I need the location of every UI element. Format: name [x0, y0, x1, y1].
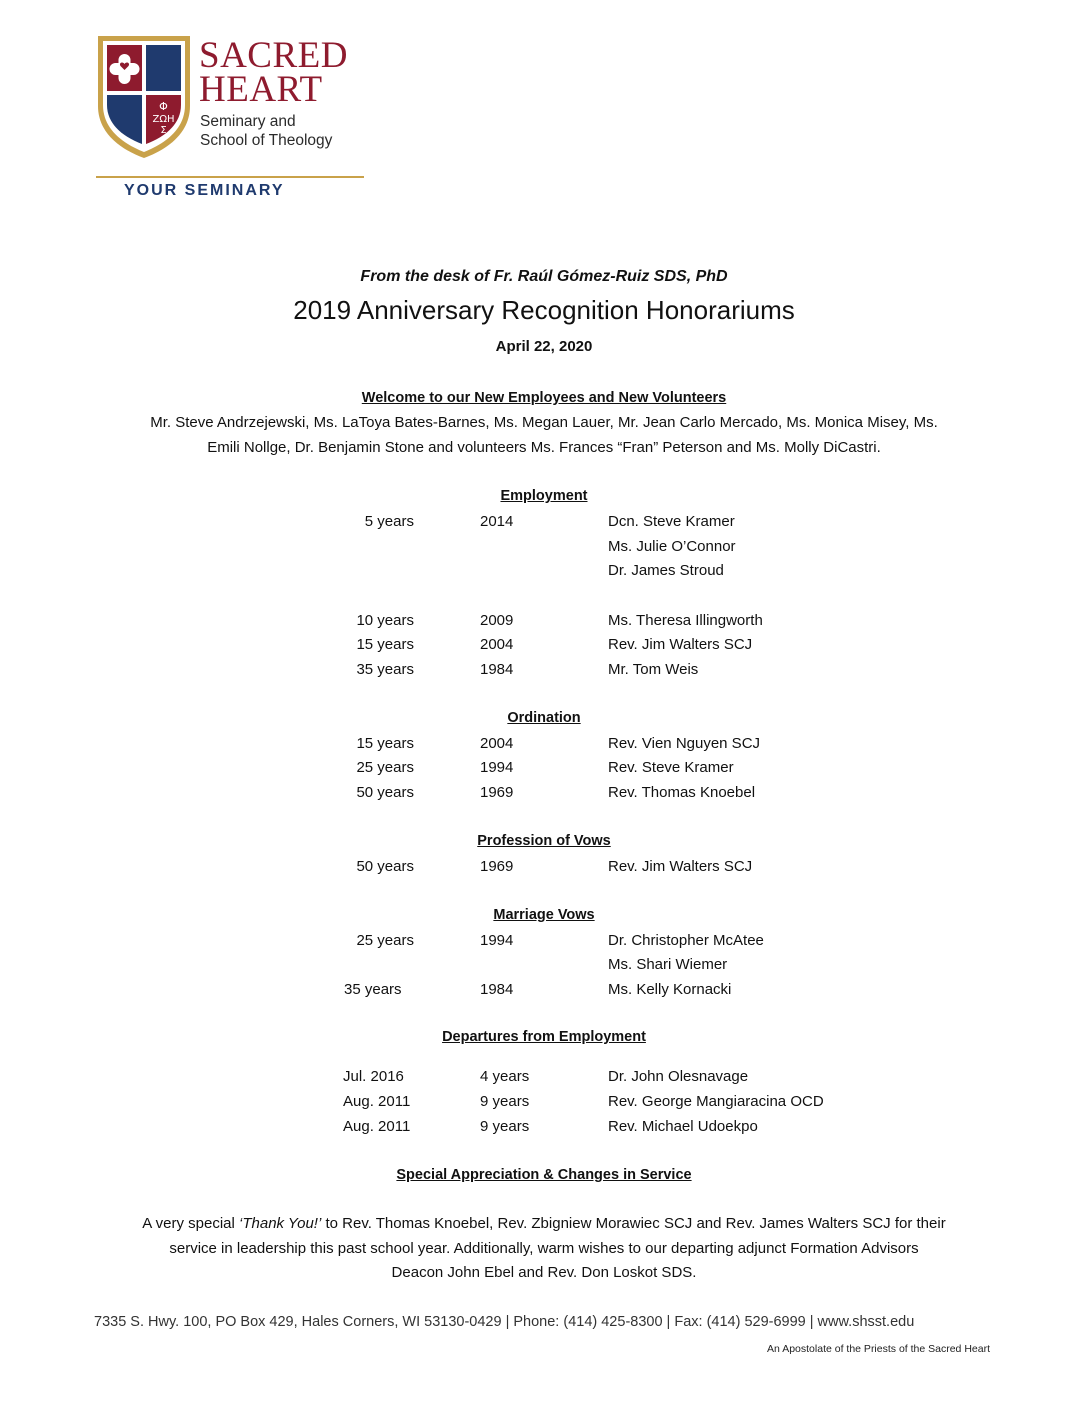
name-cell: Dr. James Stroud — [608, 562, 724, 579]
svg-text:Σ: Σ — [160, 125, 167, 136]
name-cell: Ms. Julie O’Connor — [608, 538, 736, 555]
from-line: From the desk of Fr. Raúl Gómez-Ruiz SDS, PhD — [360, 268, 728, 285]
logo-divider — [96, 176, 364, 178]
logo-tagline: YOUR SEMINARY — [124, 182, 285, 199]
name-cell: Rev. Vien Nguyen SCJ — [608, 735, 761, 752]
date-cell: Aug. 2011 — [343, 1093, 411, 1110]
marriage-heading: Marriage Vows — [493, 907, 595, 923]
special-line-3: Deacon John Ebel and Rev. Don Loskot SDS. — [391, 1264, 697, 1281]
year-cell: 2004 — [480, 735, 514, 752]
welcome-paragraph — [90, 411, 998, 460]
footer-address: 7335 S. Hwy. 100, PO Box 429, Hales Corners, WI 53130-0429 | Phone: (414) 425-8300 | Fax: (414) 529-6999 | www.shsst.edu — [94, 1314, 915, 1330]
page-title: 2019 Anniversary Recognition Honorariums — [293, 295, 795, 325]
year-cell: 2004 — [480, 636, 514, 653]
seminary-logo — [96, 34, 366, 204]
years-cell: 10 years — [356, 612, 414, 629]
year-cell: 1994 — [480, 932, 514, 949]
name-cell: Dr. John Olesnavage — [608, 1068, 749, 1085]
years-cell: 4 years — [480, 1068, 530, 1085]
years-cell: 25 years — [356, 759, 414, 776]
footer-apostolate: An Apostolate of the Priests of the Sacred Heart — [767, 1343, 990, 1355]
year-cell: 1994 — [480, 759, 514, 776]
special-paragraph — [90, 1212, 998, 1286]
name-cell: Ms. Shari Wiemer — [608, 956, 728, 973]
name-cell: Dcn. Steve Kramer — [608, 513, 735, 530]
years-cell: 15 years — [356, 735, 414, 752]
vows-heading: Profession of Vows — [477, 833, 611, 849]
special-line-1-post: to Rev. Thomas Knoebel, Rev. Zbigniew Morawiec SCJ and Rev. James Walters SCJ for their — [321, 1215, 946, 1232]
years-cell: 9 years — [480, 1118, 530, 1135]
logo-subtitle-line1: Seminary and — [200, 113, 296, 130]
thank-you-emphasis: ‘Thank You!’ — [239, 1215, 322, 1232]
year-cell: 1969 — [480, 784, 514, 801]
logo-word-sacred: SACRED — [199, 35, 348, 76]
logo-word-heart: HEART — [199, 69, 323, 110]
year-cell: 2014 — [480, 513, 514, 530]
date-cell: Jul. 2016 — [343, 1068, 404, 1085]
years-cell: 35 years — [356, 661, 414, 678]
years-cell: 50 years — [356, 784, 414, 801]
name-cell: Rev. Jim Walters SCJ — [608, 858, 753, 875]
years-cell: 50 years — [356, 858, 414, 875]
name-cell: Rev. Steve Kramer — [608, 759, 734, 776]
name-cell: Ms. Theresa Illingworth — [608, 612, 763, 629]
special-line-1-pre: A very special — [142, 1215, 240, 1232]
name-cell: Ms. Kelly Kornacki — [608, 981, 732, 998]
document-date: April 22, 2020 — [495, 338, 593, 355]
years-cell: 5 years — [364, 513, 414, 530]
departures-heading: Departures from Employment — [442, 1029, 646, 1045]
year-cell: 1984 — [480, 981, 514, 998]
welcome-heading: Welcome to our New Employees and New Volunteers — [361, 390, 727, 406]
special-heading: Special Appreciation & Changes in Service — [396, 1167, 692, 1183]
welcome-line-1: Mr. Steve Andrzejewski, Ms. LaToya Bates-Barnes, Ms. Megan Lauer, Mr. Jean Carlo Mercado, Ms. Monica Misey, Ms. — [150, 414, 938, 431]
ordination-heading: Ordination — [507, 710, 581, 726]
year-cell: 1969 — [480, 858, 514, 875]
years-cell: 25 years — [356, 932, 414, 949]
name-cell: Rev. Thomas Knoebel — [608, 784, 756, 801]
logo-subtitle-line2: School of Theology — [200, 132, 333, 149]
years-cell: 9 years — [480, 1093, 530, 1110]
date-cell: Aug. 2011 — [343, 1118, 411, 1135]
welcome-line-2: Emili Nollge, Dr. Benjamin Stone and volunteers Ms. Frances “Fran” Peterson and Ms. Molly DiCastri. — [207, 438, 881, 456]
special-line-2: service in leadership this past school year. Additionally, warm wishes to our departing adjunct Formation Advisors — [169, 1239, 919, 1257]
years-cell: 35 years — [344, 981, 402, 998]
employment-heading: Employment — [500, 488, 588, 504]
years-cell: 15 years — [356, 636, 414, 653]
svg-text:Φ: Φ — [159, 100, 168, 113]
name-cell: Dr. Christopher McAtee — [608, 932, 764, 949]
name-cell: Mr. Tom Weis — [608, 661, 699, 678]
svg-text:ΖΩΗ: ΖΩΗ — [152, 114, 175, 125]
name-cell: Rev. Jim Walters SCJ — [608, 636, 753, 653]
name-cell: Rev. George Mangiaracina OCD — [608, 1093, 824, 1110]
name-cell: Rev. Michael Udoekpo — [608, 1118, 758, 1135]
year-cell: 1984 — [480, 661, 514, 678]
special-line-1 — [90, 1212, 998, 1237]
shield-icon — [96, 34, 192, 160]
year-cell: 2009 — [480, 612, 514, 629]
